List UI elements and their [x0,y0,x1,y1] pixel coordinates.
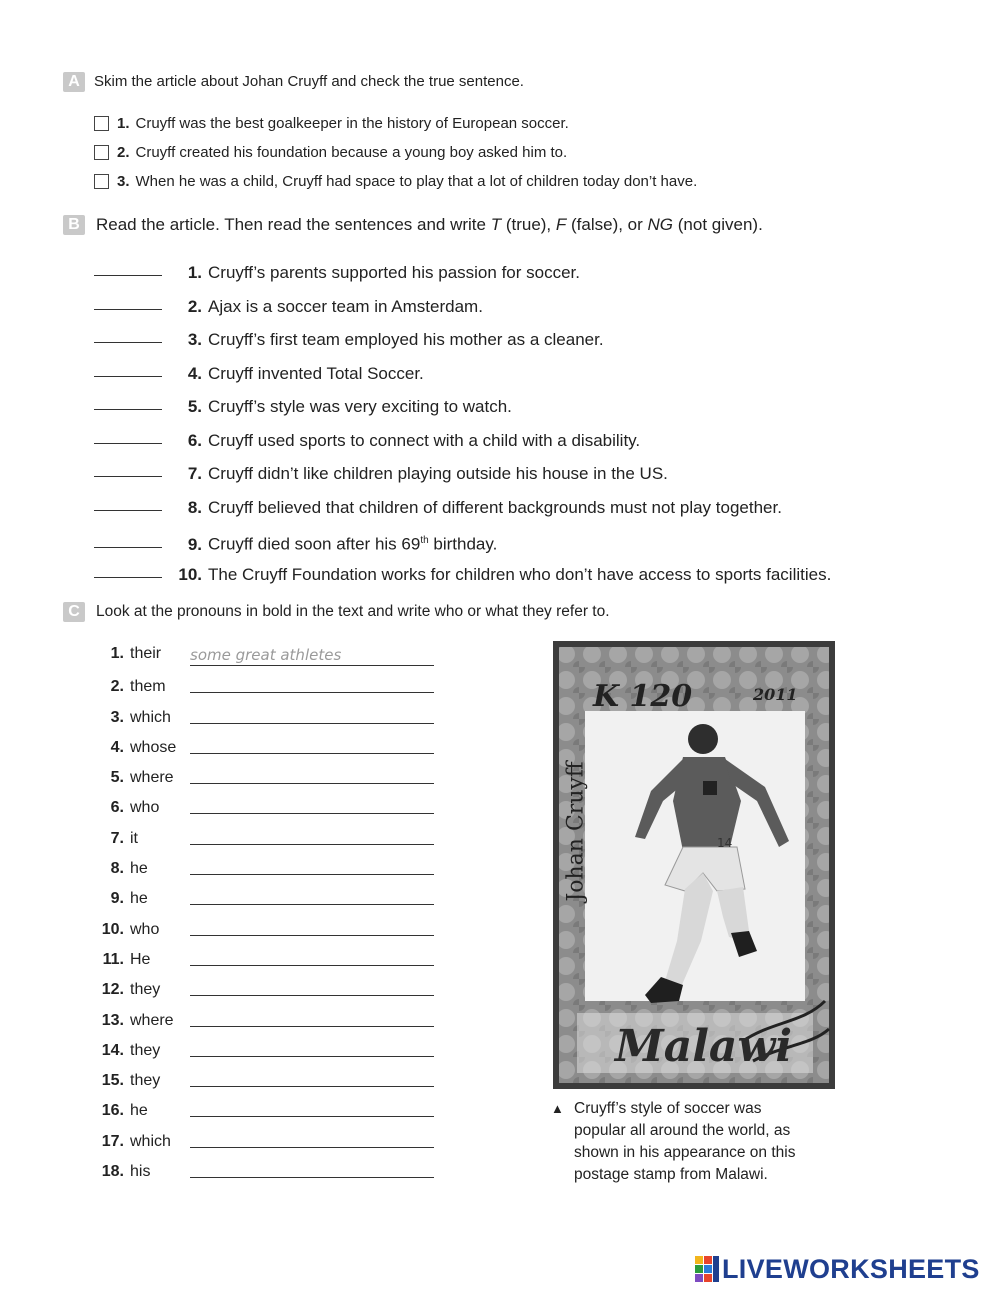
stamp-country: Malawi [615,1021,793,1072]
section-a-instruction: Skim the article about Johan Cruyff and check the true sentence. [94,73,524,90]
pronoun-number: 12. [101,981,124,999]
pronoun-row [92,733,434,757]
tf-statement-row [94,462,831,486]
pronoun-number: 9. [110,890,124,908]
pronoun-row [92,703,434,727]
pronoun-number: 2. [110,678,124,696]
statement-text: Ajax is a soccer team in Amsterdam. [208,296,483,316]
answer-line-7[interactable] [190,824,434,845]
ordinal-suffix: th [420,535,429,546]
pronoun-row [92,854,434,878]
pronoun-word: he [130,860,148,878]
statement-text: Cruyff believed that children of different backgrounds must not play together. [208,497,782,517]
answer-line-15[interactable] [190,1066,434,1087]
caption-line: shown in his appearance on this [574,1144,796,1161]
tf-statement-row [94,529,831,553]
pronoun-word: they [130,981,161,999]
pronoun-row [92,1127,434,1151]
statement-number: 7. [187,464,202,483]
statement-text: The Cruyff Foundation works for children who don’t have access to sports facilities. [208,564,832,584]
pronoun-row [92,915,434,939]
tf-statement-row [94,395,831,419]
statement-number: 6. [187,430,202,450]
statement-text: Cruyff invented Total Soccer. [208,363,424,383]
statement-number: 2. [187,296,202,316]
answer-blank-4[interactable] [94,376,162,377]
pronoun-number: 7. [110,829,124,847]
statement-number: 3. [187,330,202,349]
pronoun-row [92,1096,434,1120]
tf-statement-row [94,496,831,520]
pronoun-word: it [130,829,138,847]
answer-line-10[interactable] [190,915,434,936]
pronoun-row [92,672,434,696]
section-a-badge: A [63,72,85,92]
answer-line-12[interactable] [190,975,434,996]
pronoun-number: 16. [101,1102,124,1120]
answer-line-5[interactable] [190,763,434,784]
instruction-t-label: (true), [501,215,556,234]
pronoun-row [92,1066,434,1090]
pronoun-number: 14. [101,1041,124,1059]
item-text: When he was a child, Cruyff had space to play that a lot of children today don’t have. [135,173,698,190]
section-c-list [92,642,434,1187]
true-sentence-option [94,171,697,193]
true-sentence-option [94,142,697,164]
tf-statement-row [94,328,831,352]
pronoun-number: 13. [101,1011,124,1029]
answer-blank-7[interactable] [94,476,162,477]
answer-blank-1[interactable] [94,275,162,276]
section-c-instruction: Look at the pronouns in bold in the text and write who or what they refer to. [96,603,610,620]
pronoun-row [92,945,434,969]
stamp-year: 2011 [753,685,798,704]
liveworksheets-brand: LIVEWORKSHEETS [722,1254,980,1284]
answer-line-18[interactable] [190,1157,434,1178]
pronoun-row [92,1157,434,1181]
instruction-ng: NG [647,215,674,234]
tf-statement-row [94,261,831,285]
answer-line-13[interactable] [190,1006,434,1027]
pronoun-row [92,824,434,848]
pronoun-word: them [130,678,166,696]
checkbox-2[interactable] [94,145,109,160]
pronoun-word: their [130,645,162,662]
statement-text: Cruyff’s style was very exciting to watch. [208,397,512,416]
pronoun-number: 15. [101,1072,124,1090]
pronoun-row [92,1036,434,1060]
statement-text-end: birthday. [428,534,498,554]
item-text: Cruyff was the best goalkeeper in the history of European soccer. [135,115,569,132]
pronoun-word: which [130,1132,171,1150]
pronoun-word: they [130,1072,161,1090]
tf-statement-row [94,362,831,386]
answer-blank-5[interactable] [94,409,162,410]
answer-line-9[interactable] [190,884,434,905]
answer-blank-6[interactable] [94,443,162,444]
statement-number: 4. [187,363,202,383]
statement-text: Cruyff’s parents supported his passion for soccer. [208,263,580,282]
pronoun-word: he [130,890,148,908]
instruction-t: T [490,215,502,234]
checkbox-3[interactable] [94,174,109,189]
pronoun-number: 1. [110,645,124,662]
pronoun-number: 10. [101,920,124,938]
pronoun-row [92,884,434,908]
stamp-shirt-number: 14 [717,836,733,850]
answer-line-4[interactable] [190,733,434,754]
caption-marker: ▲ [551,1101,564,1116]
statement-number: 9. [187,534,202,554]
postage-stamp [553,641,835,1089]
instruction-f: F [555,215,567,234]
section-b-instruction [96,215,763,235]
statement-number: 1. [187,263,202,282]
pronoun-word: where [130,1011,174,1029]
answer-line-8[interactable] [190,854,434,875]
pronoun-number: 3. [110,708,124,726]
pronoun-word: his [130,1163,151,1181]
item-number: 2. [117,144,130,161]
pronoun-word: where [130,769,174,787]
caption-line: popular all around the world, as [574,1122,791,1139]
true-sentence-option [94,113,697,135]
pronoun-number: 8. [110,860,124,878]
answer-blank-10[interactable] [94,577,162,578]
answer-line-2[interactable] [190,672,434,693]
statement-text: Cruyff died soon after his 69 [208,534,421,554]
answer-line-14[interactable] [190,1036,434,1057]
caption-line: Cruyff’s style of soccer was [574,1100,762,1117]
pronoun-row [92,642,434,666]
answer-blank-3[interactable] [94,342,162,343]
answer-line-6[interactable] [190,793,434,814]
section-c-badge: C [63,602,85,622]
tf-statement-row [94,295,831,319]
answer-blank-9[interactable] [94,547,162,548]
pronoun-number: 6. [110,799,124,817]
tf-statement-row [94,429,831,453]
instruction-f-label: (false), or [566,215,648,234]
pronoun-word: they [130,1041,161,1059]
pronoun-row [92,1006,434,1030]
stamp-value: K 120 [593,679,693,714]
item-number: 1. [117,115,130,132]
stamp-player-name: Johan Cruyff [563,761,589,902]
tf-statement-row [94,563,831,587]
statement-number: 10. [178,564,202,584]
statement-number: 8. [187,497,202,517]
answer-line-17[interactable] [190,1127,434,1148]
statement-text: Cruyff didn’t like children playing outside his house in the US. [208,464,668,483]
item-text: Cruyff created his foundation because a young boy asked him to. [135,144,568,161]
pronoun-word: who [130,920,160,938]
answer-line-16[interactable] [190,1096,434,1117]
pronoun-number: 5. [110,769,124,787]
caption-line: postage stamp from Malawi. [574,1166,768,1183]
caption-text [574,1098,795,1186]
section-a-list [94,113,697,193]
statement-text: Cruyff’s first team employed his mother as a cleaner. [208,330,604,349]
pronoun-row [92,763,434,787]
pronoun-number: 17. [101,1132,124,1150]
section-b-badge: B [63,215,85,235]
statement-number: 5. [187,397,202,416]
checkbox-1[interactable] [94,116,109,131]
answer-line-11[interactable] [190,945,434,966]
answer-line-3[interactable] [190,703,434,724]
item-number: 3. [117,173,130,190]
answer-blank-8[interactable] [94,510,162,511]
pronoun-word: He [130,950,151,968]
pronoun-word: which [130,708,171,726]
instruction-pre: Read the article. Then read the sentences and write [96,215,491,234]
pronoun-number: 18. [101,1163,124,1181]
pronoun-word: who [130,799,160,817]
pronoun-word: whose [130,738,177,756]
pronoun-row [92,975,434,999]
answer-blank-2[interactable] [94,309,162,310]
pronoun-number: 4. [110,738,124,756]
statement-text: Cruyff used sports to connect with a child with a disability. [208,430,641,450]
pronoun-word: he [130,1102,148,1120]
section-b-list [94,261,831,596]
instruction-ng-label: (not given). [673,215,763,234]
answer-line-1[interactable]: some great athletes [190,645,434,666]
pronoun-row [92,793,434,817]
pronoun-number: 11. [102,950,124,968]
